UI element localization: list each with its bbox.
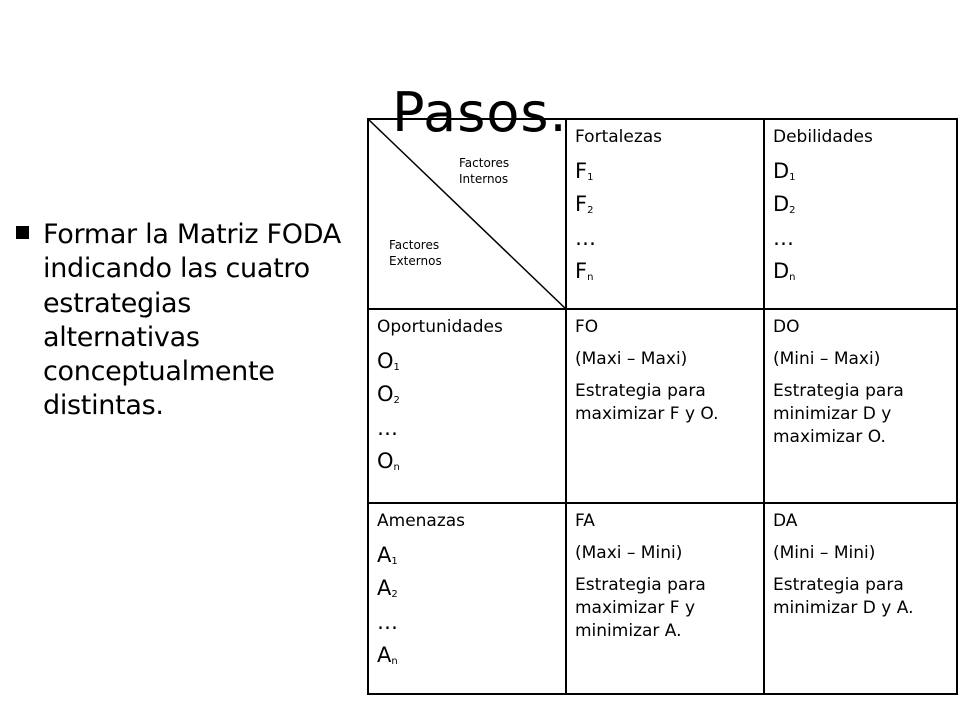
fortalezas-cell <box>566 119 764 309</box>
bullet-square-icon <box>16 226 29 239</box>
amenaza-item: $A_2$ <box>377 576 398 601</box>
fortalezas-header: Fortalezas <box>575 127 663 147</box>
do-description: Estrategia para minimizar D y maximizar O. <box>773 380 904 447</box>
amenazas-cell <box>368 503 566 694</box>
fo-type: (Maxi – Maxi) <box>575 348 688 369</box>
da-type: (Mini – Mini) <box>773 542 876 563</box>
debilidad-item: $D_n$ <box>773 258 796 283</box>
foda-matrix <box>367 118 958 695</box>
debilidades-cell <box>764 119 957 309</box>
slide-title: Pasos. <box>392 81 568 144</box>
bullet-list <box>16 218 346 424</box>
factores-internos-line2: Internos <box>459 171 509 186</box>
amenaza-ellipsis: … <box>377 609 398 634</box>
da-cell <box>764 503 957 694</box>
oportunidad-item: $O_1$ <box>377 348 400 373</box>
factores-externos-line2: Externos <box>389 253 442 268</box>
factores-internos-line1: Factores <box>459 156 510 170</box>
da-description: Estrategia para minimizar D y A. <box>773 574 914 618</box>
fortaleza-item: $F_2$ <box>575 192 594 217</box>
oportunidad-ellipsis: … <box>377 415 398 440</box>
oportunidades-cell <box>368 309 566 503</box>
fa-description: Estrategia para maximizar F y minimizar A. <box>575 574 706 641</box>
debilidad-item: $D_1$ <box>773 158 796 183</box>
factores-externos-line1: Factores <box>389 238 440 252</box>
oportunidad-item: $O_2$ <box>377 382 400 407</box>
amenaza-item: $A_1$ <box>377 542 398 567</box>
fo-description: Estrategia para maximizar F y O. <box>575 380 719 424</box>
do-cell <box>764 309 957 503</box>
do-code: DO <box>773 317 800 337</box>
amenazas-header: Amenazas <box>377 511 466 531</box>
fo-cell <box>566 309 764 503</box>
diagonal-divider <box>369 120 567 310</box>
bullet-text: Formar la Matriz FODA indicando las cuatro estrategias alternativas conceptualmente distintas. <box>43 219 341 422</box>
oportunidades-header: Oportunidades <box>377 317 503 337</box>
debilidades-header: Debilidades <box>773 127 873 147</box>
do-type: (Mini – Maxi) <box>773 348 881 369</box>
fortaleza-item: $F_n$ <box>575 258 594 283</box>
fa-code: FA <box>575 511 595 531</box>
fortaleza-item: $F_1$ <box>575 158 594 183</box>
factores-internos-label <box>459 156 509 187</box>
matrix-corner-cell <box>368 119 566 309</box>
fortaleza-ellipsis: … <box>575 225 596 250</box>
debilidad-item: $D_2$ <box>773 192 796 217</box>
oportunidad-item: $O_n$ <box>377 448 400 473</box>
fo-code: FO <box>575 317 599 337</box>
fa-type: (Maxi – Mini) <box>575 542 683 563</box>
factores-externos-label <box>389 238 442 269</box>
fa-cell <box>566 503 764 694</box>
amenaza-item: $A_n$ <box>377 642 398 667</box>
diagonal-line <box>369 120 567 310</box>
da-code: DA <box>773 511 798 531</box>
debilidad-ellipsis: … <box>773 225 794 250</box>
